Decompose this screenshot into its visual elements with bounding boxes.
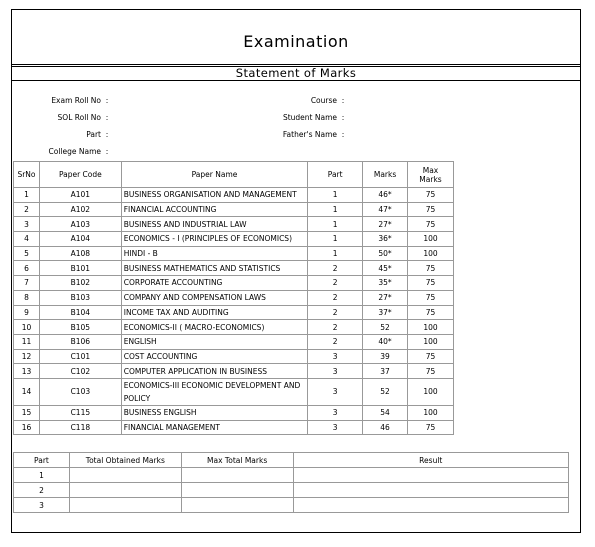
paper-code-cell: C101 [39, 349, 121, 364]
part-cell: 2 [308, 305, 363, 320]
table-row [14, 378, 454, 405]
paper-name-cell: HINDI - B [121, 246, 308, 261]
table-row [14, 246, 454, 261]
marks-cell: 46* [363, 188, 408, 203]
header-paper-code: Paper Code [39, 162, 121, 188]
paper-code-cell: B103 [39, 290, 121, 305]
college-name-label: College Name [48, 147, 101, 156]
paper-code-cell: C118 [39, 420, 121, 435]
marks-table-header [14, 162, 454, 188]
max-marks-cell: 100 [408, 246, 454, 261]
paper-code-cell: B106 [39, 334, 121, 349]
paper-name-cell: BUSINESS MATHEMATICS AND STATISTICS [121, 261, 308, 276]
table-row [14, 217, 454, 232]
part-cell: 2 [308, 320, 363, 335]
summary-table [13, 452, 569, 513]
marksheet-frame [11, 9, 581, 533]
summary-part-cell: 3 [14, 498, 70, 513]
table-row [14, 364, 454, 379]
max-marks-cell: 100 [408, 334, 454, 349]
marks-cell: 46 [363, 420, 408, 435]
paper-name-cell: ECONOMICS - I (PRINCIPLES OF ECONOMICS) [121, 232, 308, 247]
paper-name-cell: ECONOMICS-III ECONOMIC DEVELOPMENT AND POLICY [121, 378, 308, 405]
paper-name-cell: CORPORATE ACCOUNTING [121, 276, 308, 291]
paper-name-cell: BUSINESS ORGANISATION AND MANAGEMENT [121, 188, 308, 203]
table-row [14, 405, 454, 420]
marks-cell: 37* [363, 305, 408, 320]
college-name-row: College Name : [22, 147, 111, 156]
paper-code-cell: A103 [39, 217, 121, 232]
header-srno: SrNo [14, 162, 40, 188]
max-marks-cell: 100 [408, 378, 454, 405]
table-row [14, 305, 454, 320]
table-row [14, 290, 454, 305]
summary-part-cell: 1 [14, 468, 70, 483]
exam-roll-no-label: Exam Roll No [51, 96, 101, 105]
page-title: Examination [243, 32, 349, 51]
marks-cell: 27* [363, 290, 408, 305]
result-cell [293, 468, 568, 483]
fathers-name-row: Father's Name : [252, 130, 347, 139]
table-row [14, 349, 454, 364]
fathers-name-label: Father's Name [282, 130, 337, 139]
sr-no-cell: 15 [14, 405, 40, 420]
part-cell: 3 [308, 420, 363, 435]
sr-no-cell: 11 [14, 334, 40, 349]
total-obtained-cell [69, 483, 181, 498]
paper-name-cell: BUSINESS ENGLISH [121, 405, 308, 420]
sr-no-cell: 10 [14, 320, 40, 335]
paper-code-cell: B102 [39, 276, 121, 291]
sr-no-cell: 2 [14, 202, 40, 217]
table-row [14, 261, 454, 276]
paper-code-cell: B104 [39, 305, 121, 320]
max-marks-cell: 75 [408, 420, 454, 435]
max-marks-cell: 75 [408, 217, 454, 232]
part-cell: 2 [308, 334, 363, 349]
student-name-label: Student Name [282, 113, 337, 122]
result-cell [293, 483, 568, 498]
part-label: Part [86, 130, 101, 139]
part-cell: 3 [308, 405, 363, 420]
summary-row [14, 483, 569, 498]
sr-no-cell: 12 [14, 349, 40, 364]
paper-name-cell: COST ACCOUNTING [121, 349, 308, 364]
sr-no-cell: 8 [14, 290, 40, 305]
sr-no-cell: 9 [14, 305, 40, 320]
max-marks-cell: 75 [408, 202, 454, 217]
paper-name-cell: ENGLISH [121, 334, 308, 349]
marks-cell: 54 [363, 405, 408, 420]
marks-cell: 45* [363, 261, 408, 276]
marks-cell: 50* [363, 246, 408, 261]
max-marks-cell: 75 [408, 276, 454, 291]
student-name-row: Student Name : [252, 113, 347, 122]
marks-cell: 35* [363, 276, 408, 291]
part-cell: 1 [308, 246, 363, 261]
header-result: Result [293, 453, 568, 468]
paper-name-cell: FINANCIAL ACCOUNTING [121, 202, 308, 217]
summary-row [14, 468, 569, 483]
paper-code-cell: C102 [39, 364, 121, 379]
max-marks-cell: 75 [408, 188, 454, 203]
header-max-marks: Max Marks [408, 162, 454, 188]
part-cell: 3 [308, 364, 363, 379]
table-row [14, 320, 454, 335]
marks-cell: 37 [363, 364, 408, 379]
sr-no-cell: 7 [14, 276, 40, 291]
paper-name-cell: INCOME TAX AND AUDITING [121, 305, 308, 320]
paper-code-cell: B101 [39, 261, 121, 276]
paper-code-cell: B105 [39, 320, 121, 335]
paper-code-cell: A104 [39, 232, 121, 247]
part-cell: 3 [308, 378, 363, 405]
max-marks-cell: 100 [408, 232, 454, 247]
max-marks-cell: 75 [408, 305, 454, 320]
part-cell: 3 [308, 349, 363, 364]
sol-roll-no-row: SOL Roll No : [22, 113, 111, 122]
sol-roll-no-label: SOL Roll No [57, 113, 101, 122]
header-part: Part [308, 162, 363, 188]
marks-cell: 39 [363, 349, 408, 364]
paper-name-cell: ECONOMICS-II ( MACRO-ECONOMICS) [121, 320, 308, 335]
page-subtitle: Statement of Marks [12, 66, 580, 81]
table-row [14, 202, 454, 217]
title-divider [12, 64, 580, 65]
marks-cell: 40* [363, 334, 408, 349]
exam-roll-no-row: Exam Roll No : [22, 96, 111, 105]
sr-no-cell: 14 [14, 378, 40, 405]
total-obtained-cell [69, 468, 181, 483]
marks-cell: 36* [363, 232, 408, 247]
sr-no-cell: 16 [14, 420, 40, 435]
paper-code-cell: A108 [39, 246, 121, 261]
sr-no-cell: 1 [14, 188, 40, 203]
sr-no-cell: 3 [14, 217, 40, 232]
paper-code-cell: C115 [39, 405, 121, 420]
sr-no-cell: 4 [14, 232, 40, 247]
part-cell: 1 [308, 188, 363, 203]
part-cell: 2 [308, 290, 363, 305]
table-row [14, 232, 454, 247]
total-obtained-cell [69, 498, 181, 513]
marks-cell: 27* [363, 217, 408, 232]
header-paper-name: Paper Name [121, 162, 308, 188]
part-cell: 1 [308, 202, 363, 217]
summary-row [14, 498, 569, 513]
sr-no-cell: 13 [14, 364, 40, 379]
max-total-cell [181, 498, 293, 513]
max-marks-cell: 100 [408, 405, 454, 420]
result-cell [293, 498, 568, 513]
max-marks-cell: 75 [408, 349, 454, 364]
paper-name-cell: COMPANY AND COMPENSATION LAWS [121, 290, 308, 305]
part-cell: 1 [308, 217, 363, 232]
paper-code-cell: A102 [39, 202, 121, 217]
summary-table-header [14, 453, 569, 468]
table-row [14, 188, 454, 203]
marks-cell: 47* [363, 202, 408, 217]
course-row: Course : [252, 96, 347, 105]
max-marks-cell: 100 [408, 320, 454, 335]
header-summary-part: Part [14, 453, 70, 468]
paper-name-cell: BUSINESS AND INDUSTRIAL LAW [121, 217, 308, 232]
part-cell: 2 [308, 276, 363, 291]
header-marks: Marks [363, 162, 408, 188]
part-cell: 2 [308, 261, 363, 276]
table-row [14, 420, 454, 435]
marks-table [13, 161, 454, 435]
sr-no-cell: 5 [14, 246, 40, 261]
paper-name-cell: COMPUTER APPLICATION IN BUSINESS [121, 364, 308, 379]
header-total-obtained: Total Obtained Marks [69, 453, 181, 468]
header-max-total: Max Total Marks [181, 453, 293, 468]
marks-cell: 52 [363, 378, 408, 405]
max-marks-cell: 75 [408, 261, 454, 276]
max-marks-cell: 75 [408, 364, 454, 379]
table-row [14, 276, 454, 291]
paper-code-cell: A101 [39, 188, 121, 203]
paper-name-cell: FINANCIAL MANAGEMENT [121, 420, 308, 435]
part-row: Part : [22, 130, 111, 139]
marks-cell: 52 [363, 320, 408, 335]
course-label: Course [310, 96, 337, 105]
part-cell: 1 [308, 232, 363, 247]
table-row [14, 334, 454, 349]
max-total-cell [181, 468, 293, 483]
sr-no-cell: 6 [14, 261, 40, 276]
max-total-cell [181, 483, 293, 498]
paper-code-cell: C103 [39, 378, 121, 405]
max-marks-cell: 75 [408, 290, 454, 305]
summary-part-cell: 2 [14, 483, 70, 498]
